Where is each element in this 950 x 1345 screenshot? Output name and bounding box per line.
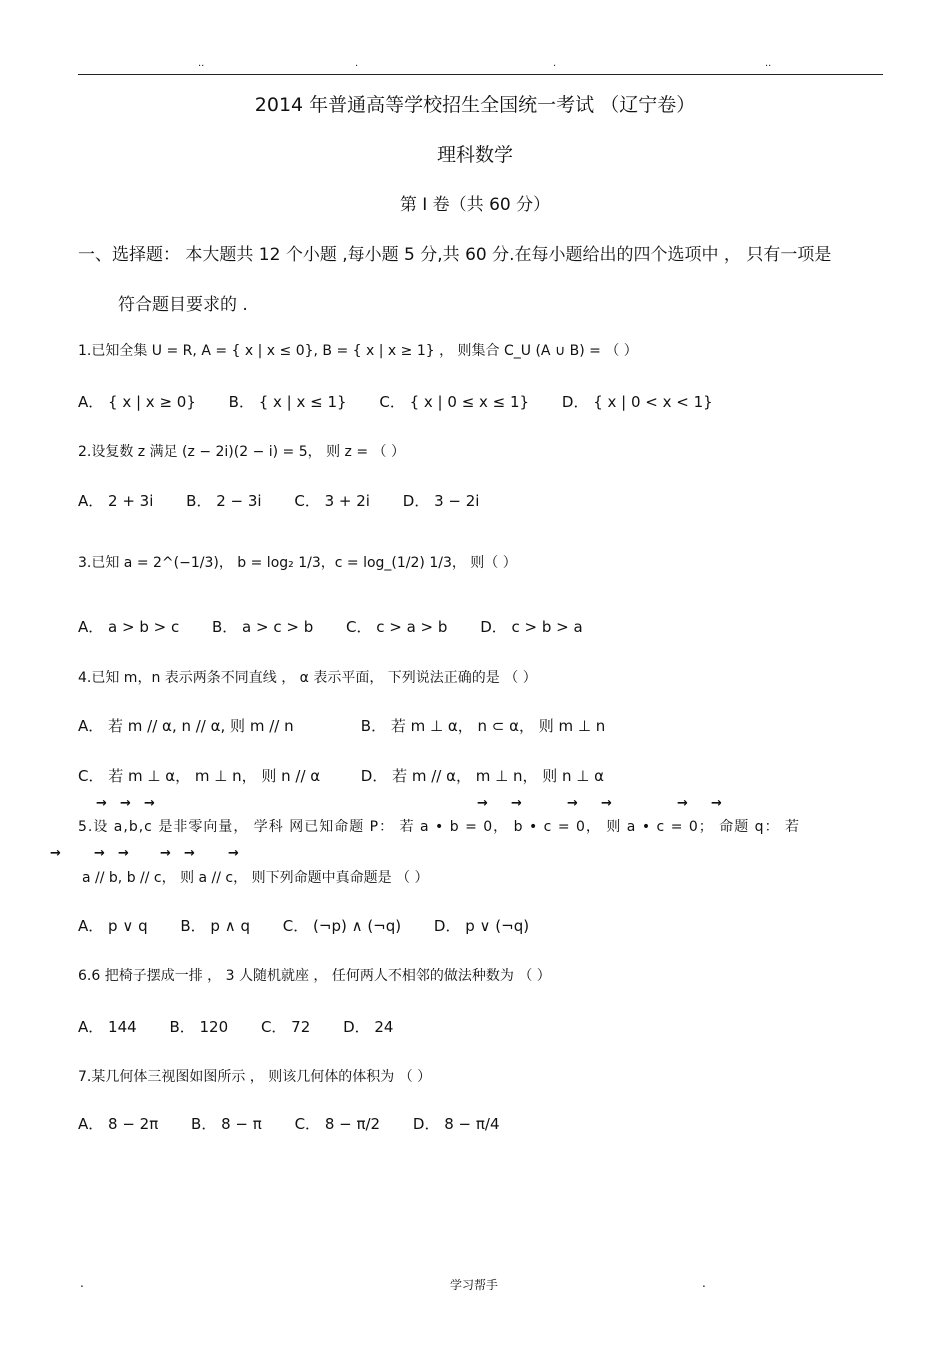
header-dot-1: .. (198, 58, 205, 69)
q3-option-d: D． c > b > a (480, 618, 583, 636)
question-6-stem: 6.6 把椅子摆成一排 ， 3 人随机就座 ， 任何两人不相邻的做法种数为 （ ） (78, 968, 551, 984)
q6-option-c: C． 72 (260, 1018, 311, 1036)
q3-option-b: B． a > c > b (211, 618, 314, 636)
part-title: 第 I 卷（共 60 分） (399, 195, 551, 215)
question-6-options (78, 1016, 950, 1037)
footer-left-dot: . (80, 1276, 84, 1290)
question-4-options-row2 (78, 765, 950, 786)
vector-arrow-q-b: → (94, 846, 105, 861)
q1-option-c: C． { x | 0 ≤ x ≤ 1} (379, 393, 530, 411)
q4-option-d: D． 若 m // α， m ⊥ n， 则 n ⊥ α (360, 767, 605, 785)
header-dot-2: . (355, 58, 359, 69)
q2-option-a: A． 2 + 3i (78, 492, 154, 510)
vector-arrow-p-a: → (477, 796, 488, 811)
question-5-stem-line2: a // b, b // c， 则 a // c， 则下列命题中真命题是 （ ） (82, 870, 429, 886)
q5-option-a: A． p ∨ q (78, 917, 148, 935)
header-rule (78, 74, 883, 75)
question-4-options-row1 (78, 715, 950, 736)
q6-option-b: B． 120 (169, 1018, 229, 1036)
q1-option-d: D． { x | 0 < x < 1} (561, 393, 713, 411)
q7-option-b: B． 8 − π (191, 1115, 262, 1133)
q7-option-a: A． 8 − 2π (78, 1115, 159, 1133)
question-5-options (78, 915, 950, 936)
header-dot-4: .. (765, 58, 772, 69)
q5-option-d: D． p ∨ (¬q) (433, 917, 530, 935)
q3-option-c: C． c > a > b (346, 618, 448, 636)
q7-option-d: D． 8 − π/4 (412, 1115, 500, 1133)
q6-option-d: D． 24 (343, 1018, 394, 1036)
vector-arrow-p-c: → (601, 796, 612, 811)
q2-option-b: B． 2 − 3i (186, 492, 262, 510)
question-4-stem: 4.已知 m，n 表示两条不同直线 ， α 表示平面， 下列说法正确的是 （ ） (78, 670, 537, 686)
header-dots (0, 58, 950, 72)
section-instructions-line2: 符合题目要求的 . (118, 295, 248, 315)
doc-title: 2014 年普通高等学校招生全国统一考试 （辽宁卷） (254, 94, 696, 116)
vector-arrow-q-a2: → (184, 846, 195, 861)
q2-option-d: D． 3 − 2i (402, 492, 480, 510)
q5-option-c: C． (¬p) ∧ (¬q) (282, 917, 402, 935)
footer-right-dot: . (702, 1276, 706, 1290)
q1-option-a: A． { x | x ≥ 0} (78, 393, 196, 411)
question-7-options (78, 1113, 950, 1134)
q5-option-b: B． p ∧ q (180, 917, 250, 935)
question-3-stem: 3.已知 a = 2^(−1/3)， b = log₂ 1/3，c = log_(1/2) 1/3， 则（ ） (78, 555, 517, 571)
vector-arrow-c: → (144, 796, 155, 811)
vector-arrow-q-a: → (50, 846, 61, 861)
question-2-stem: 2.设复数 z 满足 (z − 2i)(2 − i) = 5， 则 z = （ ） (78, 444, 405, 460)
section-instructions-line1: 一、选择题： 本大题共 12 个小题 ,每小题 5 分,共 60 分.在每小题给出的四个选项中 ， 只有一项是 (78, 245, 832, 265)
doc-subtitle: 理科数学 (436, 144, 513, 166)
vector-arrow-q-c: → (160, 846, 171, 861)
question-2-options (78, 490, 950, 511)
vector-arrow-a: → (96, 796, 107, 811)
q4-option-a: A． 若 m // α, n // α, 则 m // n (78, 717, 294, 735)
q3-option-a: A． a > b > c (78, 618, 180, 636)
q2-option-c: C． 3 + 2i (294, 492, 370, 510)
vector-arrow-p-c2: → (711, 796, 722, 811)
q7-option-c: C． 8 − π/2 (294, 1115, 381, 1133)
vector-arrow-q-c2: → (228, 846, 239, 861)
vector-arrow-p-b: → (511, 796, 522, 811)
question-3-options (78, 616, 950, 637)
q4-option-b: B． 若 m ⊥ α， n ⊂ α， 则 m ⊥ n (360, 717, 606, 735)
question-1-options (78, 391, 950, 412)
question-5-stem: 5.设 a,b,c 是非零向量， 学科 网已知命题 P： 若 a • b = 0， b • c = 0， 则 a • c = 0； 命题 q： 若 (78, 819, 801, 835)
q4-option-c: C． 若 m ⊥ α， m ⊥ n， 则 n // α (78, 767, 321, 785)
footer-center-text: 学习帮手 (450, 1278, 499, 1292)
vector-arrow-p-a2: → (677, 796, 688, 811)
q6-option-a: A． 144 (78, 1018, 137, 1036)
q1-option-b: B． { x | x ≤ 1} (228, 393, 347, 411)
question-1-stem: 1.已知全集 U = R, A = { x | x ≤ 0}, B = { x | x ≥ 1} ， 则集合 C_U (A ∪ B) = （ ） (78, 343, 638, 359)
header-dot-3: . (553, 58, 557, 69)
vector-arrow-q-b2: → (118, 846, 129, 861)
vector-arrow-b: → (120, 796, 131, 811)
question-7-stem: 7.某几何体三视图如图所示 ， 则该几何体的体积为 （ ） (78, 1069, 432, 1085)
vector-arrow-p-b2: → (567, 796, 578, 811)
